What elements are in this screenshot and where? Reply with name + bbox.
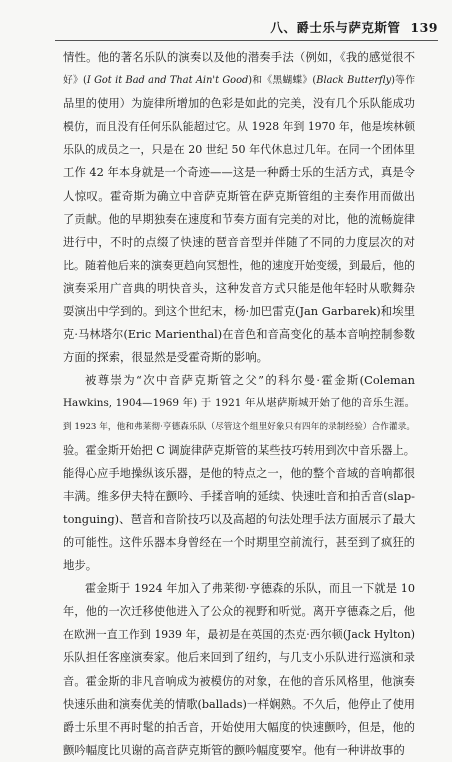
text-line: 人惊叹。霍奇斯为确立中音萨克斯管在萨克斯管组的主奏作用而做出 [63,188,415,203]
paragraph [63,369,415,577]
text-line: 比。随着他后来的演奏更趋向冥想性，他的速度开始变缓，到最后，他的 [63,258,415,272]
text-line: 年，他的一次迁移使他进入了公众的视野和听觉。离开亨德森之后，他 [63,605,415,619]
text-line: 快速乐曲和演奏优美的情歌(ballads)一样娴熟。不久后，他停止了使用 [63,697,415,711]
text-line: 爵士乐里不再时髦的拍舌音，开始使用大幅度的快速颤吟，但是，他的 [63,720,415,734]
text-line: 被尊崇为“次中音萨克斯管之父”的科尔曼·霍金斯(Coleman [85,373,415,388]
text-line: 克·马林塔尔(Eric Marienthal)在音色和音高变化的基本音响控制参数 [63,328,415,342]
header-rule [55,40,438,41]
text-line: 能得心应手地操纵该乐器，是他的特点之一，他的整个音域的音响都很 [63,466,415,480]
text-line: 品里的使用）为旋律所增加的色彩是如此的完美，没有几个乐队能成功 [63,97,415,111]
chapter-title: 八、爵士乐与萨克斯管 [270,20,401,35]
text-line: 到 1923 年，他和弗莱彻·亨德森乐队（尽管这个组里好象只有四年的录制经验）合作灌录。 [63,421,415,432]
text-line: 演奏采用广音典的明快音头，这种发音方式只能是他年轻时从歌舞杂 [63,280,415,295]
body-text [63,46,415,762]
page-number: 139 [410,20,438,35]
text-line: 情性。他的著名乐队的演奏以及他的潜奏手法（例如，《我的感觉很不 [63,50,415,64]
paragraph [63,577,415,762]
running-header [270,18,438,36]
text-line: 霍金斯于 1924 年加入了弗莱彻·亨德森的乐队，而且一下就是 10 [85,582,415,596]
paragraph [63,46,415,369]
text-line: 验。霍金斯开始把 C 调旋律萨克斯管的某些技巧转用到次中音乐器上。 [63,443,415,457]
text-line: 模仿，而且没有任何乐队能超过它。从 1928 年到 1970 年，他是埃林顿 [63,120,415,134]
text-line: 耍演出中学到的。到这个世纪末，杨·加巴雷克(Jan Garbarek)和埃里 [63,304,415,319]
text-line: 在欧洲一直工作到 1939 年，最初是在英国的杰克·西尔顿(Jack Hylton) [63,628,415,642]
text-line: 乐队担任客座演奏家。他后来回到了纽约，与几支小乐队进行巡演和录 [63,651,415,665]
text-line: 工作 42 年本身就是一个奇迹——这是一种爵士乐的生活方式，真是令 [63,165,416,180]
text-line: 好》(I Got it Bad and That Ain't Good)和《黑蝴蝶》(Black Butterfly)等作 [63,75,415,87]
text-line: 进行中，不时的点缀了快速的琶音音型并伴随了不同的力度层次的对 [63,234,415,249]
text-line: 的可能性。这件乐器本身曾经在一个时期里空前流行，甚至到了疯狂的 [63,535,415,549]
text-line: 了贡献。他的早期独奏在速度和节奏方面有完美的对比，他的流畅旋律 [63,212,415,226]
text-line: 音。霍金斯的非凡音响成为被模仿的对象，在他的音乐风格里，他演奏 [63,674,415,688]
text-line: tonguing)、琶音和音阶技巧以及高超的句法处理手法方面展示了最大 [63,511,416,526]
text-line: 地步。 [63,558,98,573]
text-line: 乐队的成员之一，只是在 20 世纪 50 年代休息过几年。在同一个团体里 [63,143,415,157]
text-line: 丰满。维多伊夫特在颤吟、手揉音响的延续、快速吐音和拍舌音(slap- [63,488,415,503]
text-line: 方面的探索，很显然是受霍奇斯的影响。 [63,350,269,365]
text-line: 颤吟幅度比贝谢的高音萨克斯管的颤吟幅度要窄。他有一种讲故事的 [63,742,405,757]
text-line: Hawkins, 1904—1969 年) 于 1921 年从堪萨斯城开始了他的音乐生涯。 [63,397,415,410]
